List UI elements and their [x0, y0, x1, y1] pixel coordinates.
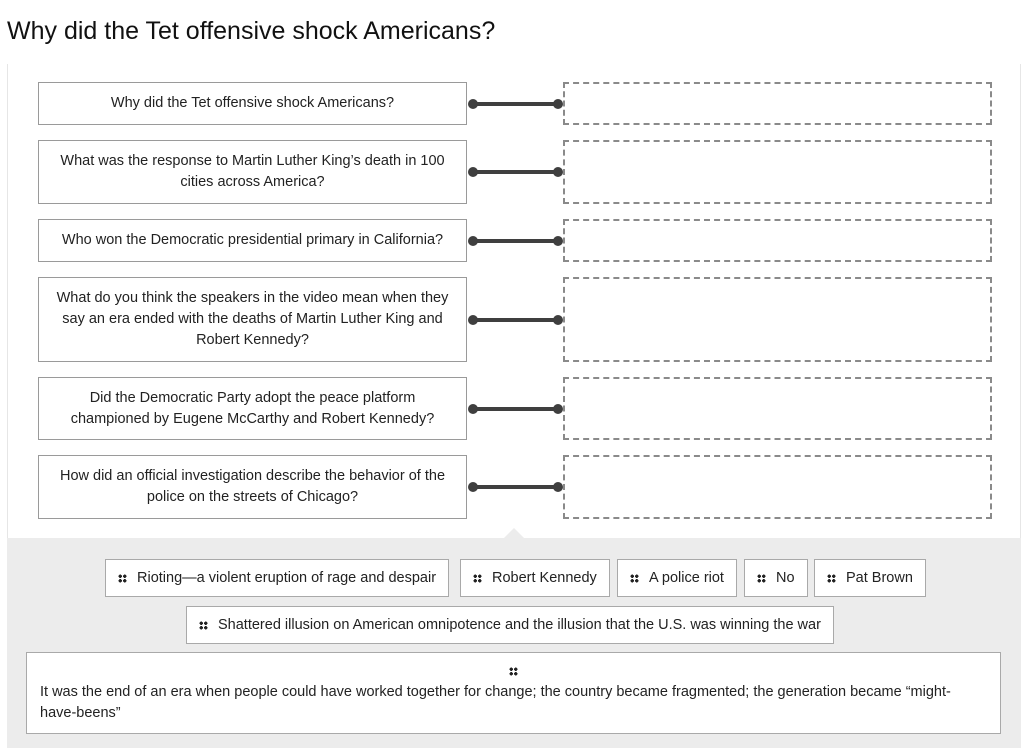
answer-drop-zone[interactable]: [563, 277, 992, 362]
connector-line: [467, 234, 564, 248]
connector-line: [467, 97, 564, 111]
drag-handle-icon: [827, 574, 836, 583]
answer-drop-zone[interactable]: [563, 377, 992, 440]
answer-chip-label: Shattered illusion on American omnipotence and the illusion that the U.S. was winning the war: [218, 617, 821, 633]
answer-chip[interactable]: [105, 559, 449, 597]
answer-chip[interactable]: [460, 559, 610, 597]
drag-handle-icon: [118, 574, 127, 583]
matching-area: [7, 64, 1021, 538]
answer-chip-label: A police riot: [649, 570, 724, 586]
connector-line: [467, 313, 564, 327]
answer-drop-zone[interactable]: [563, 455, 992, 519]
answer-drop-zone[interactable]: [563, 219, 992, 262]
answer-chip-label: It was the end of an era when people could have worked together for change; the country became fragmented; the generation became “might-have-beens”: [40, 684, 951, 721]
answer-chip-label: No: [776, 570, 795, 586]
match-row: [38, 377, 992, 440]
question-prompt: How did an official investigation describe the behavior of the police on the streets of Chicago?: [38, 455, 467, 519]
drag-handle-icon: [199, 621, 208, 630]
pool-pointer: [504, 528, 524, 538]
answer-chip[interactable]: [186, 606, 834, 644]
drag-handle-icon: [757, 574, 766, 583]
match-row: [38, 140, 992, 204]
answer-drop-zone[interactable]: [563, 82, 992, 125]
match-row: [38, 277, 992, 362]
question-prompt: What was the response to Martin Luther King’s death in 100 cities across America?: [38, 140, 467, 204]
connector-line: [467, 165, 564, 179]
drag-handle-icon: [630, 574, 639, 583]
answer-chip-label: Rioting—a violent eruption of rage and despair: [137, 570, 437, 586]
connector-line: [467, 480, 564, 494]
answer-chip[interactable]: [814, 559, 926, 597]
question-prompt: Why did the Tet offensive shock Americans?: [38, 82, 467, 125]
page-title: Why did the Tet offensive shock Americans?: [7, 17, 496, 45]
answer-chip[interactable]: [744, 559, 808, 597]
answer-chip-label: Robert Kennedy: [492, 570, 597, 586]
match-row: [38, 82, 992, 125]
question-prompt: Did the Democratic Party adopt the peace platform championed by Eugene McCarthy and Robert Kennedy?: [38, 377, 467, 440]
question-prompt: Who won the Democratic presidential primary in California?: [38, 219, 467, 262]
answer-chip[interactable]: [617, 559, 737, 597]
answer-drop-zone[interactable]: [563, 140, 992, 204]
answer-chip[interactable]: [26, 652, 1001, 734]
answer-chip-label: Pat Brown: [846, 570, 913, 586]
connector-line: [467, 402, 564, 416]
answer-pool: [7, 538, 1021, 748]
match-row: [38, 455, 992, 519]
drag-handle-icon: [473, 574, 482, 583]
question-prompt: What do you think the speakers in the video mean when they say an era ended with the deaths of Martin Luther King and Robert Kennedy?: [38, 277, 467, 362]
drag-handle-icon: [509, 667, 518, 676]
match-row: [38, 219, 992, 262]
